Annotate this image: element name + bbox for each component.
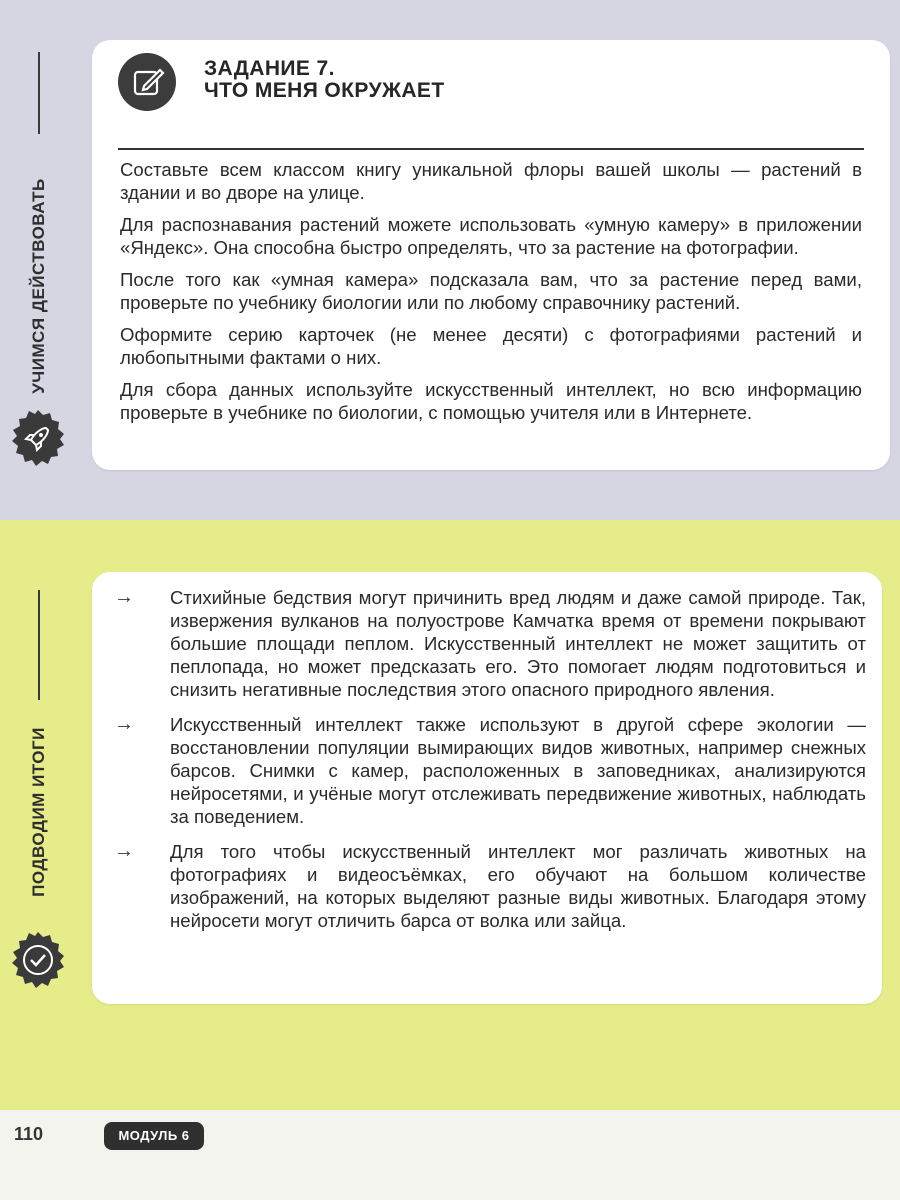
edit-icon <box>118 53 176 111</box>
list-item <box>114 840 866 932</box>
rocket-icon <box>8 408 68 468</box>
summary-card <box>92 572 882 1004</box>
list-item-text: Стихийные бедствия могут причинить вред людям и даже самой природе. Так, извержения вулканов на полуострове Камчатка время от времени покрывают большие площади пеплом. Искусственный интеллект не может защитить от пеплопада, но может предсказать его. Это помогает людям подготовиться и снизить негативные последствия этого опасного природного явления. <box>170 587 866 700</box>
sidebar-bottom <box>0 570 78 1000</box>
task-paragraph: После того как «умная камера» подсказала вам, что за растение перед вами, проверьте по учебнику биологии или по любому справочнику растений. <box>120 269 862 313</box>
list-item <box>114 713 866 828</box>
task-paragraph: Оформите серию карточек (не менее десяти) с фотографиями растений и любопытными фактами о них. <box>120 324 862 368</box>
arrow-right-icon: → <box>114 840 134 862</box>
sidebar-top <box>0 30 78 480</box>
arrow-right-icon: → <box>114 713 134 735</box>
task-title-number: ЗАДАНИЕ 7. <box>204 57 335 80</box>
arrow-right-icon: → <box>114 586 134 608</box>
sidebar-bottom-label: ПОДВОДИМ ИТОГИ <box>29 727 48 897</box>
check-badge-icon <box>8 930 68 990</box>
summary-list <box>114 586 866 944</box>
list-item-text: Для того чтобы искусственный интеллект мог различать животных на фотографиях и видеосъёмках, его обучают на большом количестве изображений, на которых выделяют разные виды животных. Благодаря этому нейросети могут отличить барса от волка или зайца. <box>170 841 866 931</box>
sidebar-divider <box>38 52 40 134</box>
module-badge: МОДУЛЬ 6 <box>104 1122 204 1150</box>
sidebar-top-label: УЧИМСЯ ДЕЙСТВОВАТЬ <box>29 178 48 394</box>
task-paragraph: Составьте всем классом книгу уникальной флоры вашей школы — растений в здании и во дворе на улице. <box>120 159 862 203</box>
task-text <box>120 158 862 433</box>
task-title-name: ЧТО МЕНЯ ОКРУЖАЕТ <box>204 79 445 102</box>
task-title <box>204 58 445 102</box>
list-item <box>114 586 866 701</box>
task-paragraph: Для сбора данных используйте искусственный интеллект, но всю информацию проверьте в учебнике по биологии, с помощью учителя или в Интернете. <box>120 379 862 423</box>
title-divider <box>118 148 864 150</box>
task-card <box>92 40 890 470</box>
sidebar-divider <box>38 590 40 700</box>
list-item-text: Искусственный интеллект также используют в другой сфере экологии — восстановлении популяции вымирающих видов животных, например снежных барсов. Снимки с камер, расположенных в заповедниках, анализируются нейросетями, и учёные могут отслеживать передвижение животных, наблюдать за поведением. <box>170 714 866 827</box>
page-number: 110 <box>14 1124 44 1144</box>
task-paragraph: Для распознавания растений можете использовать «умную камеру» в приложении «Яндекс». Она способна быстро определять, что за растение на фотографии. <box>120 214 862 258</box>
